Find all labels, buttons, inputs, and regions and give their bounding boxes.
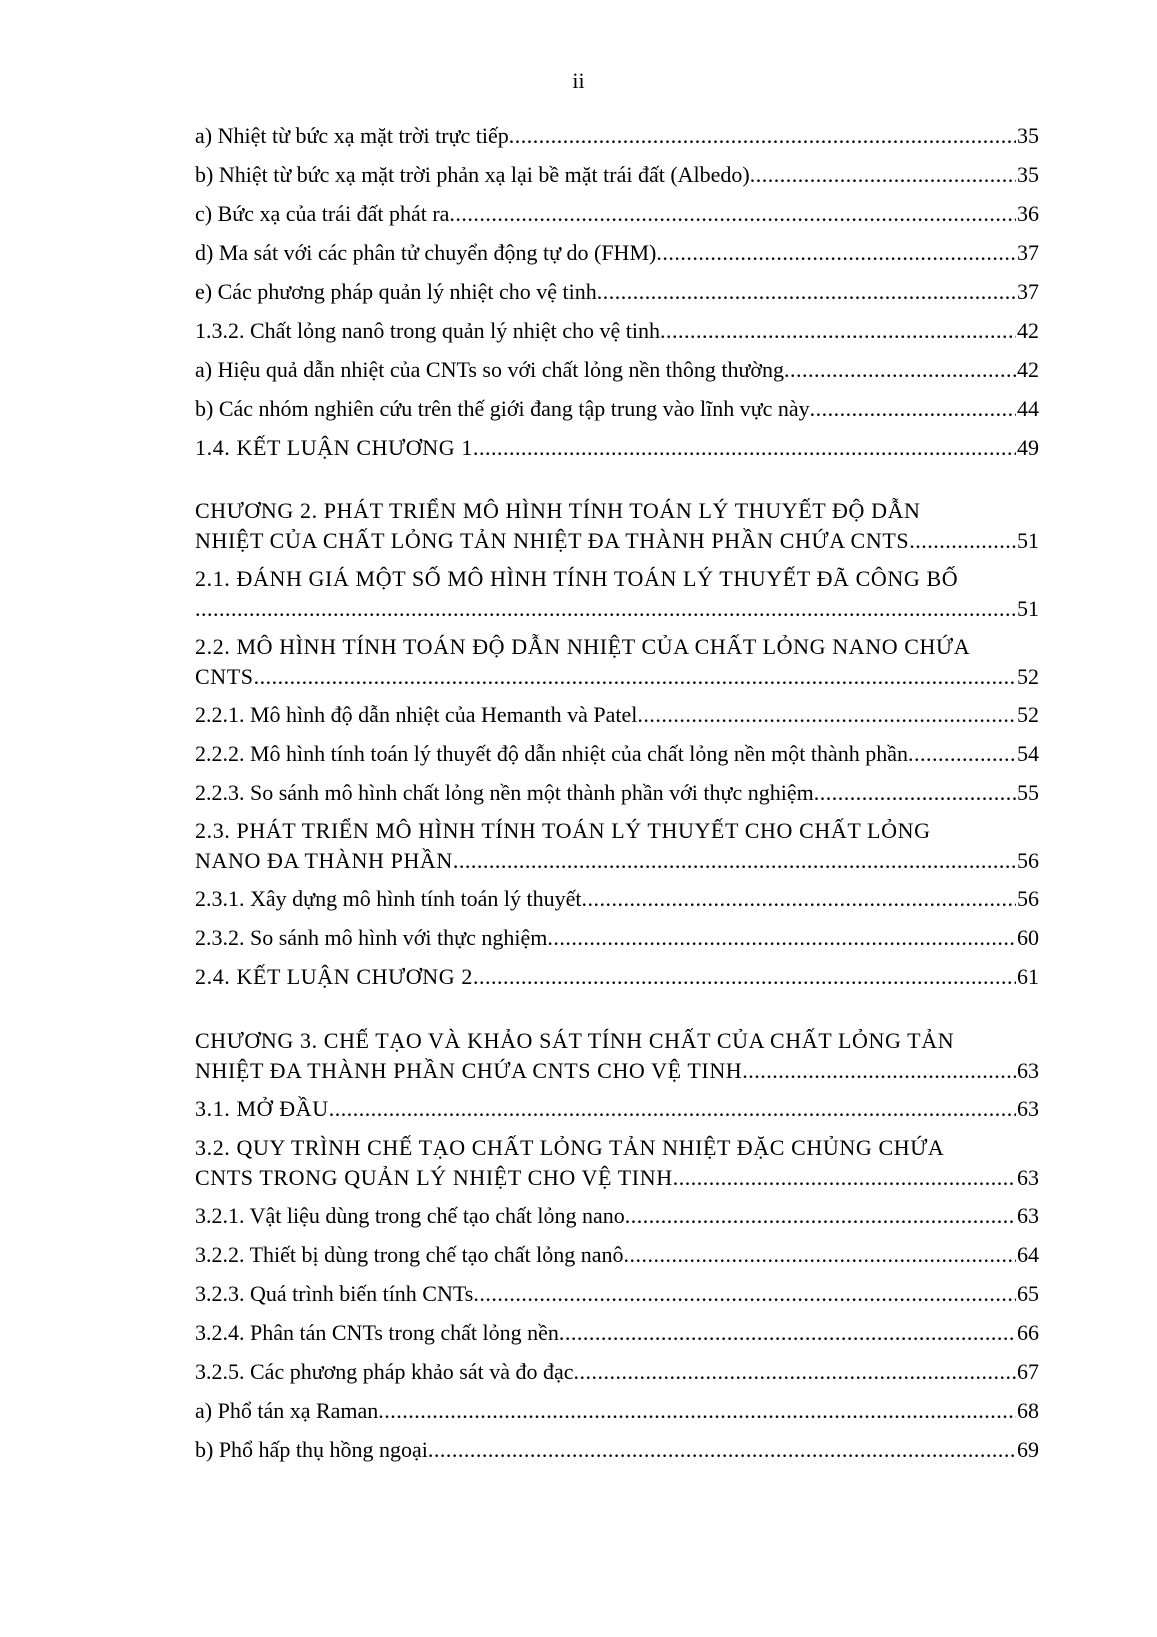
toc-entry-page: 60 bbox=[1017, 925, 1039, 950]
toc-entry-title: 3.2.5. Các phương pháp khảo sát và đo đạc bbox=[195, 1359, 574, 1384]
toc-entry-title-line2: NANO ĐA THÀNH PHẦN bbox=[195, 848, 453, 873]
toc-entry-title-line1: 2.3. PHÁT TRIỂN MÔ HÌNH TÍNH TOÁN LÝ THUYẾT CHO CHẤT LỎNG bbox=[195, 818, 931, 843]
leader-dots bbox=[473, 1279, 1016, 1309]
toc-entry-title-line2: NHIỆT ĐA THÀNH PHẦN CHỨA CNTS CHO VỆ TINH bbox=[195, 1058, 743, 1083]
toc-entry-title-line1: 3.2. QUY TRÌNH CHẾ TẠO CHẤT LỎNG TẢN NHIỆT ĐẶC CHỦNG CHỨA bbox=[195, 1135, 945, 1160]
toc-entry-page: 55 bbox=[1017, 780, 1039, 805]
toc-entry-title: b) Nhiệt từ bức xạ mặt trời phản xạ lại bề mặt trái đất (Albedo) bbox=[195, 162, 750, 187]
leader-dots bbox=[195, 594, 1016, 624]
toc-entry-page: 42 bbox=[1017, 318, 1039, 343]
toc-entry-page: 37 bbox=[1017, 279, 1039, 304]
toc-entry[interactable] bbox=[195, 1279, 1039, 1309]
toc-chapter-heading[interactable] bbox=[195, 1026, 1039, 1086]
leader-dots bbox=[908, 739, 1016, 769]
toc-entry-page: 35 bbox=[1017, 162, 1039, 187]
toc-entry-title-line1: CHƯƠNG 3. CHẾ TẠO VÀ KHẢO SÁT TÍNH CHẤT CỦA CHẤT LỎNG TẢN bbox=[195, 1028, 955, 1053]
toc-entry[interactable] bbox=[195, 1240, 1039, 1270]
toc-entry-page: 44 bbox=[1017, 396, 1039, 421]
toc-entry-title: 3.2.2. Thiết bị dùng trong chế tạo chất lỏng nanô bbox=[195, 1242, 624, 1267]
leader-dots bbox=[810, 394, 1016, 424]
leader-dots bbox=[742, 1056, 1016, 1086]
toc-entry-page: 61 bbox=[1017, 964, 1039, 989]
toc-entry-page: 54 bbox=[1017, 741, 1039, 766]
toc-entry-page: 52 bbox=[1017, 664, 1039, 689]
toc-entry[interactable] bbox=[195, 884, 1039, 914]
toc-entry-page: 51 bbox=[1017, 596, 1039, 621]
toc-entry-title: 2.3.2. So sánh mô hình với thực nghiệm bbox=[195, 925, 548, 950]
toc-entry-title: b) Các nhóm nghiên cứu trên thế giới đang tập trung vào lĩnh vực này bbox=[195, 396, 810, 421]
toc-entry[interactable] bbox=[195, 199, 1039, 229]
toc-entry[interactable] bbox=[195, 1318, 1039, 1348]
leader-dots bbox=[509, 121, 1016, 151]
toc-entry-page: 64 bbox=[1017, 1242, 1039, 1267]
toc-entry[interactable] bbox=[195, 277, 1039, 307]
toc-entry-title: 3.2.1. Vật liệu dùng trong chế tạo chất lỏng nano bbox=[195, 1203, 625, 1228]
page-number: ii bbox=[572, 68, 585, 93]
toc-entry-page: 37 bbox=[1017, 240, 1039, 265]
leader-dots bbox=[574, 1357, 1016, 1387]
toc-entry-title: b) Phổ hấp thụ hồng ngoại bbox=[195, 1437, 428, 1462]
leader-dots bbox=[547, 923, 1016, 953]
leader-dots bbox=[559, 1318, 1016, 1348]
leader-dots bbox=[378, 1396, 1016, 1426]
toc-entry[interactable] bbox=[195, 355, 1039, 385]
toc-entry-title-line2: NHIỆT CỦA CHẤT LỎNG TẢN NHIỆT ĐA THÀNH PHẦN CHỨA CNTS bbox=[195, 528, 910, 553]
leader-dots bbox=[660, 316, 1016, 346]
toc-entry[interactable] bbox=[195, 739, 1039, 769]
toc-entry[interactable] bbox=[195, 962, 1039, 992]
toc-entry[interactable] bbox=[195, 160, 1039, 190]
toc-entry-page: 67 bbox=[1017, 1359, 1039, 1384]
toc-entry-title: 2.4. KẾT LUẬN CHƯƠNG 2 bbox=[195, 964, 473, 989]
leader-dots bbox=[473, 433, 1016, 463]
toc-entry-page: 56 bbox=[1017, 848, 1039, 873]
toc-entry-page: 52 bbox=[1017, 702, 1039, 727]
toc-entry[interactable] bbox=[195, 1094, 1039, 1124]
toc-entry[interactable] bbox=[195, 1133, 1039, 1193]
toc-entry-title: c) Bức xạ của trái đất phát ra bbox=[195, 201, 450, 226]
toc-chapter-heading[interactable] bbox=[195, 496, 1039, 556]
leader-dots bbox=[673, 1163, 1016, 1193]
leader-dots bbox=[329, 1094, 1016, 1124]
toc-entry-page: 68 bbox=[1017, 1398, 1039, 1423]
toc-entry-page: 69 bbox=[1017, 1437, 1039, 1462]
toc-entry-page: 66 bbox=[1017, 1320, 1039, 1345]
toc-entry-page: 63 bbox=[1017, 1096, 1039, 1121]
toc-entry-title: 2.2.1. Mô hình độ dẫn nhiệt của Hemanth và Patel bbox=[195, 702, 638, 727]
leader-dots bbox=[909, 526, 1016, 556]
toc-entry[interactable] bbox=[195, 778, 1039, 808]
toc-entry-page: 63 bbox=[1017, 1203, 1039, 1228]
toc-entry-title-line1: CHƯƠNG 2. PHÁT TRIỂN MÔ HÌNH TÍNH TOÁN LÝ THUYẾT ĐỘ DẪN bbox=[195, 498, 921, 523]
toc-entry[interactable] bbox=[195, 1396, 1039, 1426]
toc-entry[interactable] bbox=[195, 1357, 1039, 1387]
toc-entry-title: 3.2.4. Phân tán CNTs trong chất lỏng nền bbox=[195, 1320, 559, 1345]
toc-entry[interactable] bbox=[195, 923, 1039, 953]
toc-entry-title-line1: 2.1. ĐÁNH GIÁ MỘT SỐ MÔ HÌNH TÍNH TOÁN LÝ THUYẾT ĐÃ CÔNG BỐ bbox=[195, 566, 959, 591]
toc-entry-page: 51 bbox=[1017, 528, 1039, 553]
toc-entry[interactable] bbox=[195, 316, 1039, 346]
toc-entry-page: 35 bbox=[1017, 123, 1039, 148]
toc-entry[interactable] bbox=[195, 632, 1039, 692]
toc-entry-title: 1.3.2. Chất lỏng nanô trong quản lý nhiệt cho vệ tinh bbox=[195, 318, 660, 343]
leader-dots bbox=[449, 199, 1016, 229]
toc-entry-page: 63 bbox=[1017, 1165, 1039, 1190]
toc-entry-page: 65 bbox=[1017, 1281, 1039, 1306]
toc-entry[interactable] bbox=[195, 1435, 1039, 1465]
toc-entry[interactable] bbox=[195, 564, 1039, 624]
toc-entry-page: 49 bbox=[1017, 435, 1039, 460]
toc-entry-title: 3.2.3. Quá trình biến tính CNTs bbox=[195, 1281, 474, 1306]
toc-entry-page: 63 bbox=[1017, 1058, 1039, 1083]
toc-entry[interactable] bbox=[195, 238, 1039, 268]
toc-entry-title-line2: CNTS TRONG QUẢN LÝ NHIỆT CHO VỆ TINH bbox=[195, 1165, 673, 1190]
toc-entry-title: 2.3.1. Xây dựng mô hình tính toán lý thuyết bbox=[195, 886, 582, 911]
leader-dots bbox=[656, 238, 1016, 268]
toc-entry-title: a) Phổ tán xạ Raman bbox=[195, 1398, 379, 1423]
toc-entry-title: d) Ma sát với các phân tử chuyển động tự do (FHM) bbox=[195, 240, 657, 265]
toc-entry-title: a) Nhiệt từ bức xạ mặt trời trực tiếp bbox=[195, 123, 509, 148]
toc-entry-title: 2.2.2. Mô hình tính toán lý thuyết độ dẫn nhiệt của chất lỏng nền một thành phần bbox=[195, 741, 909, 766]
toc-entry-title: 3.1. MỞ ĐẦU bbox=[195, 1096, 329, 1121]
leader-dots bbox=[597, 277, 1016, 307]
leader-dots bbox=[750, 160, 1016, 190]
toc-entry-title: e) Các phương pháp quản lý nhiệt cho vệ tinh bbox=[195, 279, 597, 304]
toc-entry-title-line1: 2.2. MÔ HÌNH TÍNH TOÁN ĐỘ DẪN NHIỆT CỦA CHẤT LỎNG NANO CHỨA bbox=[195, 634, 971, 659]
toc-entry-page: 36 bbox=[1017, 201, 1039, 226]
toc-entry[interactable] bbox=[195, 394, 1039, 424]
leader-dots bbox=[625, 1201, 1016, 1231]
leader-dots bbox=[428, 1435, 1016, 1465]
leader-dots bbox=[473, 962, 1016, 992]
leader-dots bbox=[582, 884, 1016, 914]
toc-entry-page: 56 bbox=[1017, 886, 1039, 911]
toc-entry-title: 1.4. KẾT LUẬN CHƯƠNG 1 bbox=[195, 435, 473, 460]
toc-entry[interactable] bbox=[195, 816, 1039, 876]
toc-entry-title: 2.2.3. So sánh mô hình chất lỏng nền một thành phần với thực nghiệm bbox=[195, 780, 814, 805]
leader-dots bbox=[453, 846, 1016, 876]
leader-dots bbox=[814, 778, 1016, 808]
toc-entry[interactable] bbox=[195, 700, 1039, 730]
leader-dots bbox=[637, 700, 1016, 730]
leader-dots bbox=[624, 1240, 1016, 1270]
toc-entry-page: 42 bbox=[1017, 357, 1039, 382]
toc-entry[interactable] bbox=[195, 1201, 1039, 1231]
toc-entry-title: a) Hiệu quả dẫn nhiệt của CNTs so với chất lỏng nền thông thường bbox=[195, 357, 785, 382]
leader-dots bbox=[784, 355, 1016, 385]
leader-dots bbox=[254, 662, 1016, 692]
toc-entry-title-line2: CNTS bbox=[195, 664, 254, 689]
toc-entry[interactable] bbox=[195, 121, 1039, 151]
toc-entry[interactable] bbox=[195, 433, 1039, 463]
